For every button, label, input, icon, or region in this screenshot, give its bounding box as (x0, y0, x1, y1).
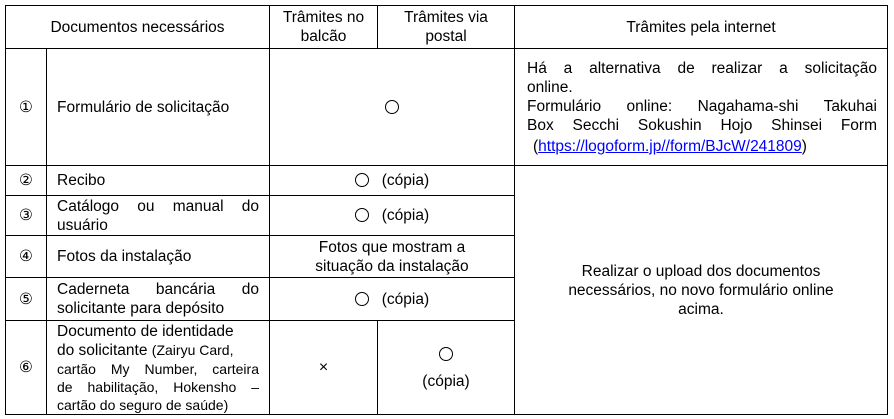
upload-text-line: acima. (678, 300, 724, 318)
copy-note: (cópia) (381, 290, 430, 308)
circle-mark-icon (355, 292, 369, 306)
copy-note: (cópia) (381, 207, 430, 224)
label-line: Caderneta bancária do (57, 281, 259, 298)
circle-mark-icon (385, 100, 399, 114)
header-counter (270, 6, 378, 49)
link-open-paren: ( (533, 137, 539, 155)
circle-mark-icon (439, 347, 453, 361)
online-text-line: online. (527, 78, 573, 96)
document-label (47, 278, 270, 321)
online-form-link[interactable]: https://logoform.jp//form/BJcW/241809 (538, 137, 802, 155)
upload-text-line: necessários, no novo formulário online (568, 281, 834, 299)
counter-postal-cell (270, 166, 515, 196)
label-line: cartão My Number, carteira (57, 360, 259, 377)
copy-note: (cópia) (381, 172, 430, 189)
document-label: Recibo (47, 166, 270, 196)
label-line: de habilitação, Hokensho – (57, 378, 259, 395)
upload-text-line: Realizar o upload dos documentos (581, 262, 821, 280)
row-number: ③ (6, 196, 47, 236)
photos-note-line: Fotos que mostram a (318, 238, 466, 256)
photos-note-cell (270, 236, 515, 278)
row-number: ⑤ (6, 278, 47, 321)
document-label: Formulário de solicitação (47, 49, 270, 166)
label-line: usuário (57, 216, 108, 234)
online-text-line: Há a alternativa de realizar a solicitação (527, 59, 877, 77)
label-line: solicitante para depósito (57, 300, 225, 317)
postal-cell (378, 321, 515, 415)
circle-mark-icon (355, 173, 369, 187)
documents-table (5, 5, 888, 415)
label-line: cartão do seguro de saúde) (57, 396, 229, 413)
header-row (6, 6, 888, 49)
label-line: Documento de identidade (57, 322, 234, 340)
label-paren: (Zairyu Card, (151, 341, 234, 358)
row-number: ① (6, 49, 47, 166)
online-text-line: Formulário online: Nagahama-shi Takuhai (527, 97, 877, 115)
internet-upload-cell (515, 166, 888, 415)
counter-postal-cell (270, 278, 515, 321)
table-row (6, 166, 888, 196)
copy-note: (cópia) (422, 372, 470, 390)
header-internet: Trâmites pela internet (515, 6, 888, 49)
counter-postal-cell (270, 196, 515, 236)
header-postal (378, 6, 515, 49)
link-close-paren: ) (801, 137, 807, 155)
row-number: ⑥ (6, 321, 47, 415)
table-row (6, 49, 888, 166)
label-line (57, 341, 259, 360)
internet-online-cell (515, 49, 888, 166)
header-postal-text: Trâmites via postal (404, 9, 488, 45)
online-link-line (527, 137, 877, 156)
counter-postal-cell (270, 49, 515, 166)
cross-mark-icon: × (318, 359, 329, 376)
counter-cell (270, 321, 378, 415)
row-number: ④ (6, 236, 47, 278)
document-label (47, 196, 270, 236)
photos-note-line: situação da instalação (315, 257, 469, 275)
document-label (47, 321, 270, 415)
row-number: ② (6, 166, 47, 196)
circle-mark-icon (355, 208, 369, 222)
header-counter-text: Trâmites no balcão (282, 9, 365, 45)
label-line: Catálogo ou manual do (57, 197, 259, 215)
label-main: do solicitante (57, 341, 148, 359)
header-documents: Documentos necessários (6, 6, 270, 49)
online-form-name: Box Secchi Sokushin Hojo Shinsei Form (527, 116, 877, 134)
document-label: Fotos da instalação (47, 236, 270, 278)
